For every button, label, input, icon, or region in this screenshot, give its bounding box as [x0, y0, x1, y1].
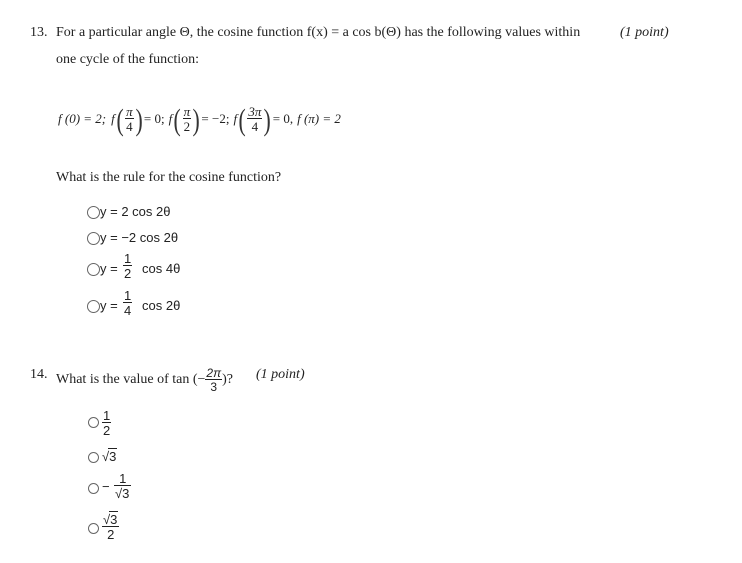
- q13-option-2[interactable]: [86, 230, 206, 248]
- frac-den: 4: [126, 119, 133, 134]
- radio-button[interactable]: [87, 206, 100, 219]
- q13-option-4[interactable]: [86, 289, 206, 323]
- q13-function-values: [58, 100, 341, 138]
- sqrt-symbol: √: [103, 512, 111, 527]
- paren-open-2: (: [173, 101, 182, 137]
- q14-option-4[interactable]: [86, 513, 146, 551]
- option-fraction: [123, 252, 132, 280]
- q14-option-3[interactable]: [86, 472, 166, 510]
- option-sign: −: [102, 479, 110, 494]
- fpi-value: f (π) = 2: [297, 111, 341, 126]
- q14-number: 14.: [30, 367, 48, 382]
- radio-button[interactable]: [88, 417, 99, 428]
- q14-points: (1 point): [256, 367, 305, 382]
- frac-den: 2: [103, 423, 111, 438]
- radio-button[interactable]: [88, 452, 99, 463]
- q14-question: [56, 362, 233, 398]
- frac-den: 2: [183, 119, 191, 134]
- frac-den: 4: [247, 118, 262, 133]
- q13-points: (1 point): [620, 25, 669, 40]
- frac-den: [114, 485, 131, 500]
- frac-num: 2π: [206, 366, 222, 380]
- radicand: 3: [109, 449, 117, 464]
- radio-button[interactable]: [88, 483, 99, 494]
- option-prefix: y =: [100, 298, 118, 313]
- q13-option-3[interactable]: [86, 252, 206, 286]
- radio-button[interactable]: [87, 300, 100, 313]
- option-fraction: [102, 513, 119, 541]
- q14-fraction: [205, 367, 222, 393]
- f-label-1: f: [111, 111, 115, 126]
- option-text: y = 2 cos 2θ: [100, 204, 171, 219]
- frac-num: 1: [103, 408, 111, 423]
- q13-number: 13.: [30, 25, 48, 40]
- option-prefix: y =: [100, 261, 118, 276]
- eq-zero-1: = 0;: [143, 111, 165, 126]
- sqrt-symbol: √: [115, 486, 123, 501]
- frac-num: π: [126, 104, 133, 119]
- paren-close-3: ): [263, 101, 272, 137]
- sqrt-symbol: √: [102, 449, 110, 464]
- f0-value: f (0) = 2;: [58, 111, 107, 126]
- option-suffix: cos 4θ: [142, 261, 181, 276]
- f-label-3: f: [233, 111, 238, 126]
- q14-option-2[interactable]: [86, 448, 146, 468]
- frac-3pi-over-4: [247, 105, 262, 133]
- option-fraction: [114, 472, 131, 500]
- option-fraction: [102, 409, 111, 437]
- eq-neg-two: = −2;: [201, 111, 230, 126]
- frac-den: 2: [102, 526, 119, 541]
- option-suffix: cos 2θ: [142, 298, 181, 313]
- option-sqrt: [102, 449, 117, 464]
- radio-button[interactable]: [88, 523, 99, 534]
- option-text: y = −2 cos 2θ: [100, 230, 179, 245]
- q14-option-1[interactable]: [86, 409, 146, 445]
- q14-text-end: )?: [222, 372, 234, 387]
- q13-prompt: What is the rule for the cosine function?: [56, 170, 282, 185]
- frac-num: [102, 513, 119, 526]
- frac-num: 1: [124, 251, 132, 266]
- frac-num: 1: [119, 471, 127, 486]
- q13-option-1[interactable]: [86, 204, 206, 222]
- frac-pi-over-2: [183, 105, 192, 133]
- paren-open-1: (: [116, 101, 124, 137]
- radio-button[interactable]: [87, 263, 100, 276]
- q13-text-line1: For a particular angle Θ, the cosine function f(x) = a cos b(Θ) has the following values within: [56, 25, 581, 40]
- frac-num: 3π: [248, 104, 262, 119]
- option-fraction: [123, 289, 132, 317]
- radicand: 3: [122, 486, 130, 501]
- radicand: 3: [110, 512, 118, 527]
- q14-text: What is the value of tan (−: [56, 372, 206, 387]
- frac-pi-over-4: [125, 105, 134, 133]
- frac-den: 2: [124, 266, 132, 281]
- paren-close-1: ): [135, 101, 143, 137]
- q13-text-line2: one cycle of the function:: [56, 52, 200, 67]
- radio-button[interactable]: [87, 232, 100, 245]
- frac-den: 3: [205, 379, 222, 393]
- frac-den: 4: [124, 303, 132, 318]
- paren-close-2: ): [192, 101, 200, 137]
- f-label-2: f: [168, 111, 173, 126]
- frac-num: 1: [124, 288, 132, 303]
- eq-zero-2: = 0,: [272, 111, 294, 126]
- frac-num: π: [183, 104, 191, 119]
- paren-open-3: (: [238, 101, 246, 137]
